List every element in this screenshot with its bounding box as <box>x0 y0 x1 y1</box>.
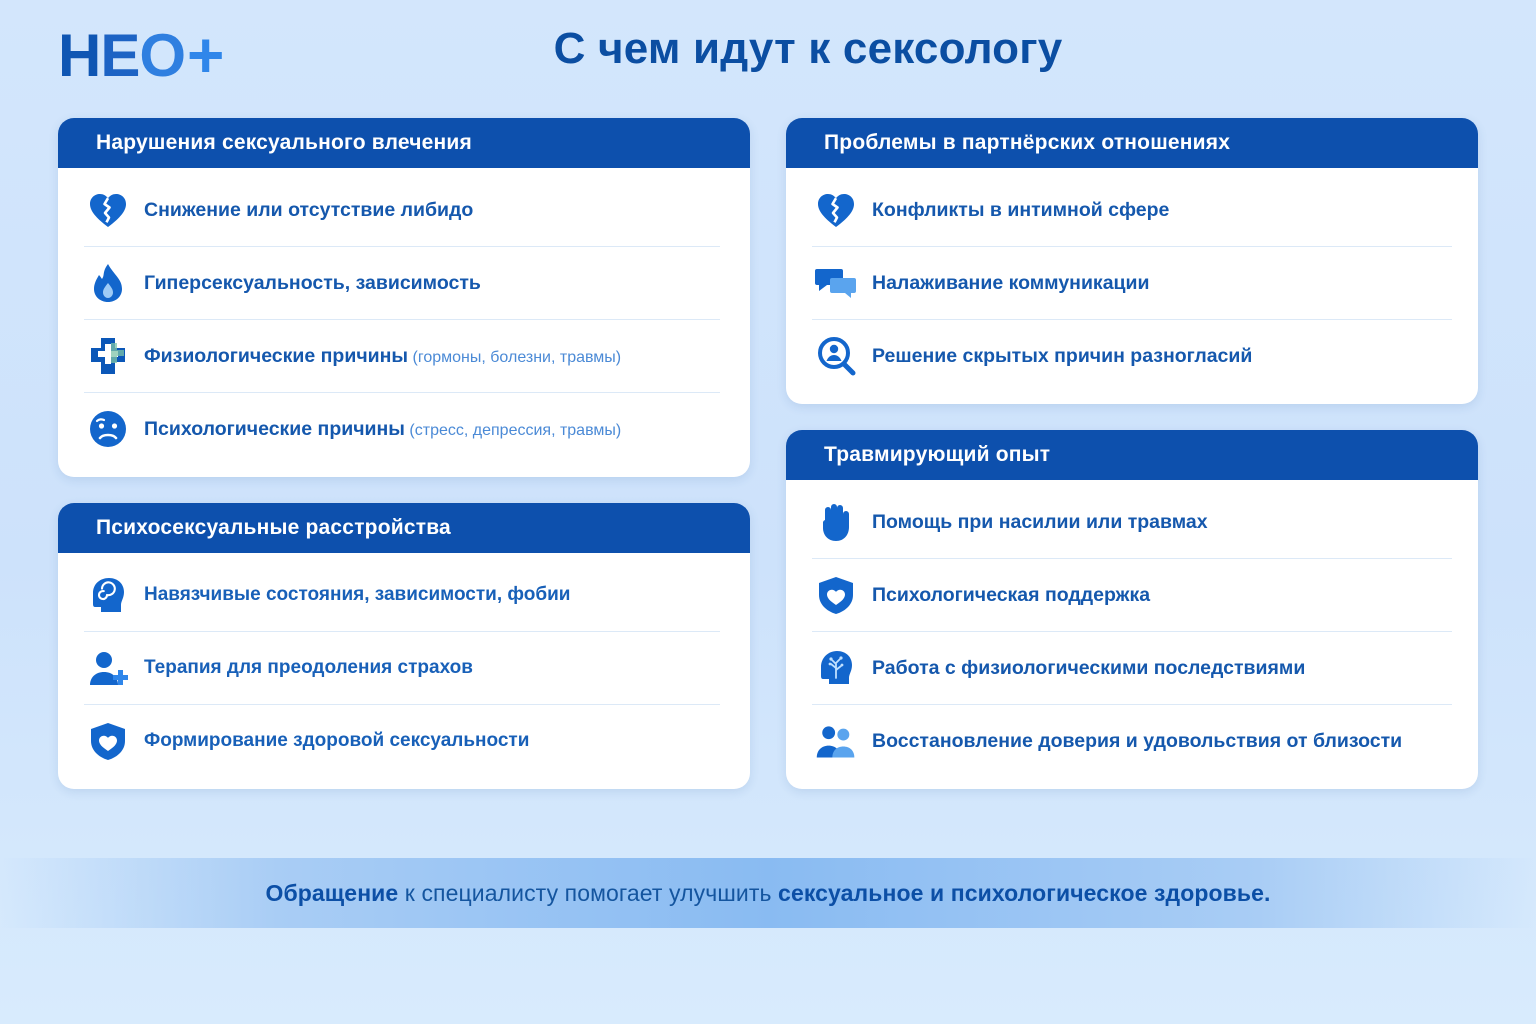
footer-light-middle: к специалисту помогает улучшить <box>398 879 779 906</box>
list-item-label: Психологические причины <box>144 417 405 440</box>
list-item-label: Психологическая поддержка <box>872 583 1151 606</box>
shield-heart-icon <box>86 719 130 763</box>
footer-bold-start: Обращение <box>265 879 399 906</box>
list-item-label: Терапия для преодоления страхов <box>144 656 473 678</box>
card-body <box>58 553 750 789</box>
list-item <box>812 632 1452 705</box>
list-item <box>812 174 1452 247</box>
list-item-text <box>872 511 1208 534</box>
list-item <box>812 247 1452 320</box>
list-item-sublabel: (стресс, депрессия, травмы) <box>409 421 622 439</box>
sad-face-icon <box>86 407 130 451</box>
couple-hug-icon <box>814 719 858 763</box>
list-item-text <box>144 272 481 295</box>
magnifier-person-icon <box>814 334 858 378</box>
flame-icon <box>86 261 130 305</box>
list-item-label: Конфликты в интимной сфере <box>872 198 1170 221</box>
list-item-text <box>144 418 621 441</box>
card-psychosexual-disorders <box>58 503 750 789</box>
list-item <box>84 559 720 632</box>
card-traumatic-experience <box>786 430 1478 789</box>
list-item <box>84 174 720 247</box>
medical-cross-icon <box>86 334 130 378</box>
list-item-label: Физиологические причины <box>144 344 409 367</box>
brand-plus-icon: + <box>187 19 224 91</box>
list-item <box>812 705 1452 777</box>
list-item <box>812 559 1452 632</box>
list-item-text <box>144 730 529 752</box>
brand-letter-2: Е <box>100 21 140 89</box>
list-item-label: Помощь при насилии или травмах <box>872 510 1208 533</box>
list-item <box>812 486 1452 559</box>
list-item-text <box>872 345 1252 368</box>
list-item-label: Восстановление доверия и удовольствия от близости <box>872 729 1403 752</box>
chat-bubbles-icon <box>814 261 858 305</box>
list-item-sublabel: (гормоны, болезни, травмы) <box>412 348 622 366</box>
list-item-label: Работа с физиологическими последствиями <box>872 656 1306 679</box>
person-plus-icon <box>86 646 130 690</box>
card-title: Нарушения сексуального влечения <box>58 118 750 168</box>
card-desire-disorders <box>58 118 750 477</box>
brand-letter-3: О <box>139 21 186 89</box>
list-item-text <box>144 657 473 679</box>
card-title: Травмирующий опыт <box>786 430 1478 480</box>
list-item-label: Снижение или отсутствие либидо <box>144 198 474 221</box>
list-item-label: Навязчивые состояния, зависимости, фобии <box>144 583 571 605</box>
list-item-label: Гиперсексуальность, зависимость <box>144 271 481 294</box>
card-title: Психосексуальные расстройства <box>58 503 750 553</box>
page-title: С чем идут к сексологу <box>553 24 1063 73</box>
list-item <box>84 320 720 393</box>
list-item-text <box>872 657 1305 680</box>
broken-heart-icon <box>814 188 858 232</box>
list-item-text <box>144 584 571 606</box>
list-item-text <box>144 199 473 222</box>
list-item-text <box>872 272 1150 295</box>
stop-hand-icon <box>814 500 858 544</box>
list-item-label: Налаживание коммуникации <box>872 271 1150 294</box>
brand-letter-1: Н <box>58 21 101 89</box>
right-column <box>786 118 1478 854</box>
list-item <box>84 393 720 465</box>
list-item-label: Решение скрытых причин разногласий <box>872 344 1253 367</box>
list-item-label: Формирование здоровой сексуальности <box>144 729 530 751</box>
footer-text <box>265 880 1270 907</box>
list-item-text <box>872 199 1169 222</box>
list-item <box>812 320 1452 392</box>
footer-banner <box>0 858 1536 928</box>
card-title: Проблемы в партнёрских отношениях <box>786 118 1478 168</box>
head-tree-icon <box>814 646 858 690</box>
list-item <box>84 705 720 777</box>
broken-heart-icon <box>86 188 130 232</box>
list-item-text <box>872 584 1150 607</box>
list-item <box>84 247 720 320</box>
shield-heart-icon <box>814 573 858 617</box>
list-item-text <box>144 345 621 368</box>
head-spiral-icon <box>86 573 130 617</box>
left-column <box>58 118 750 854</box>
list-item-text <box>872 730 1402 753</box>
card-body <box>58 168 750 477</box>
card-partner-relations <box>786 118 1478 404</box>
card-body <box>786 480 1478 789</box>
footer-bold-end: сексуальное и психологическое здоровье. <box>778 879 1271 906</box>
cards-container <box>58 118 1478 854</box>
header <box>0 0 1536 108</box>
list-item <box>84 632 720 705</box>
card-body <box>786 168 1478 404</box>
